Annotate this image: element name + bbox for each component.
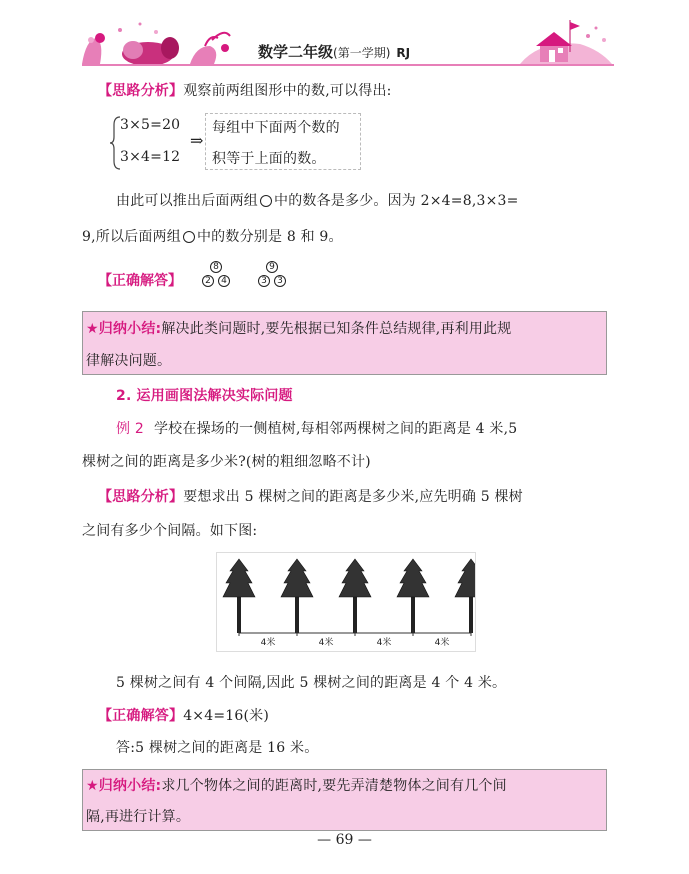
circle-number-top: 8	[210, 261, 222, 273]
analysis-label: 【思路分析】	[98, 83, 184, 99]
deduction-line-2	[82, 226, 343, 246]
example-line-1	[116, 418, 517, 438]
deduction-text-a: 由此可以推出后面两组	[116, 193, 258, 209]
deduction-text-b: 中的数各是多少。因为 2×4=8,3×3=	[274, 193, 519, 209]
answer-2-text: 4×4=16(米)	[183, 708, 270, 724]
deduction-line-1	[116, 190, 519, 210]
summary-1-text-a: 解决此类问题时,要先根据已知条件总结规律,再利用此规	[161, 321, 512, 337]
answer-label: 【正确解答】	[98, 273, 182, 289]
house-decoration-right	[520, 20, 612, 64]
example-line-2: 棵树之间的距离是多少米?(树的粗细忽略不计)	[82, 454, 371, 470]
semester-label: (第一学期)	[333, 46, 391, 60]
deduction-text-d: 中的数分别是 8 和 9。	[196, 229, 343, 245]
answer-statement: 答:5 棵树之间的距离是 16 米。	[116, 740, 319, 756]
page-number: — 69 —	[317, 832, 372, 848]
answer-circle-group-1	[202, 261, 242, 293]
tree-icon	[339, 559, 371, 633]
circle-number-top: 9	[266, 261, 278, 273]
interval-label: 4米	[318, 638, 334, 648]
tree-icon	[397, 559, 429, 633]
circle-number-left: 3	[258, 275, 270, 287]
arrow-icon: ⇒	[190, 131, 204, 150]
summary-label: ★归纳小结:	[86, 321, 162, 337]
tree-diagram-figure	[217, 553, 475, 651]
analysis-2-text-a: 要想求出 5 棵树之间的距离是多少米,应先明确 5 棵树	[183, 489, 523, 505]
summary-2-line-2: 隔,再进行计算。	[86, 809, 191, 825]
edition-label: RJ	[396, 46, 411, 60]
summary-2-text-a: 求几个物体之间的距离时,要先弄清楚物体之间有几个间	[161, 778, 507, 794]
summary-1-line-1	[86, 318, 511, 338]
answer-circle-group-2	[258, 261, 298, 293]
equation-2: 3×4=12	[120, 149, 181, 165]
summary-box-1	[82, 311, 607, 375]
circle-number-left: 2	[202, 275, 214, 287]
flower-decoration-left	[82, 23, 230, 67]
tree-icon	[223, 559, 255, 633]
tree-icon	[281, 559, 313, 633]
book-title: 数学二年级	[258, 43, 334, 61]
section-heading: 2. 运用画图法解决实际问题	[116, 388, 293, 404]
interval-label: 4米	[260, 638, 276, 648]
example-label: 例 2	[116, 421, 144, 437]
interval-label: 4米	[376, 638, 392, 648]
equation-1: 3×5=20	[120, 117, 181, 133]
analysis-text: 观察前两组图形中的数,可以得出:	[183, 83, 392, 99]
circle-number-right: 4	[218, 275, 230, 287]
summary-box-2	[82, 769, 607, 831]
summary-2-line-1	[86, 775, 507, 795]
tree-diagram	[216, 552, 476, 652]
circle-number-right: 3	[274, 275, 286, 287]
answer-label: 【正确解答】	[98, 708, 184, 724]
circle-icon	[183, 231, 195, 243]
rule-box	[205, 113, 361, 170]
interval-label: 4米	[434, 638, 450, 648]
result-text: 5 棵树之间有 4 个间隔,因此 5 棵树之间的距离是 4 个 4 米。	[116, 675, 507, 691]
circle-icon	[260, 195, 272, 207]
analysis-2-line-2: 之间有多少个间隔。如下图:	[82, 523, 258, 539]
rule-line-2: 积等于上面的数。	[212, 151, 326, 167]
rule-line-1: 每组中下面两个数的	[212, 120, 340, 136]
answer-2-line	[98, 705, 269, 725]
header-rule	[82, 64, 614, 66]
header-title	[258, 41, 410, 62]
analysis-label: 【思路分析】	[98, 489, 184, 505]
summary-label: ★归纳小结:	[86, 778, 162, 794]
example-text-a: 学校在操场的一侧植树,每相邻两棵树之间的距离是 4 米,5	[153, 421, 518, 437]
deduction-text-c: 9,所以后面两组	[82, 229, 181, 245]
analysis-line-1	[98, 80, 392, 100]
summary-1-line-2: 律解决问题。	[86, 353, 172, 369]
analysis-2-line-1	[98, 486, 523, 506]
tree-icon	[455, 559, 475, 633]
